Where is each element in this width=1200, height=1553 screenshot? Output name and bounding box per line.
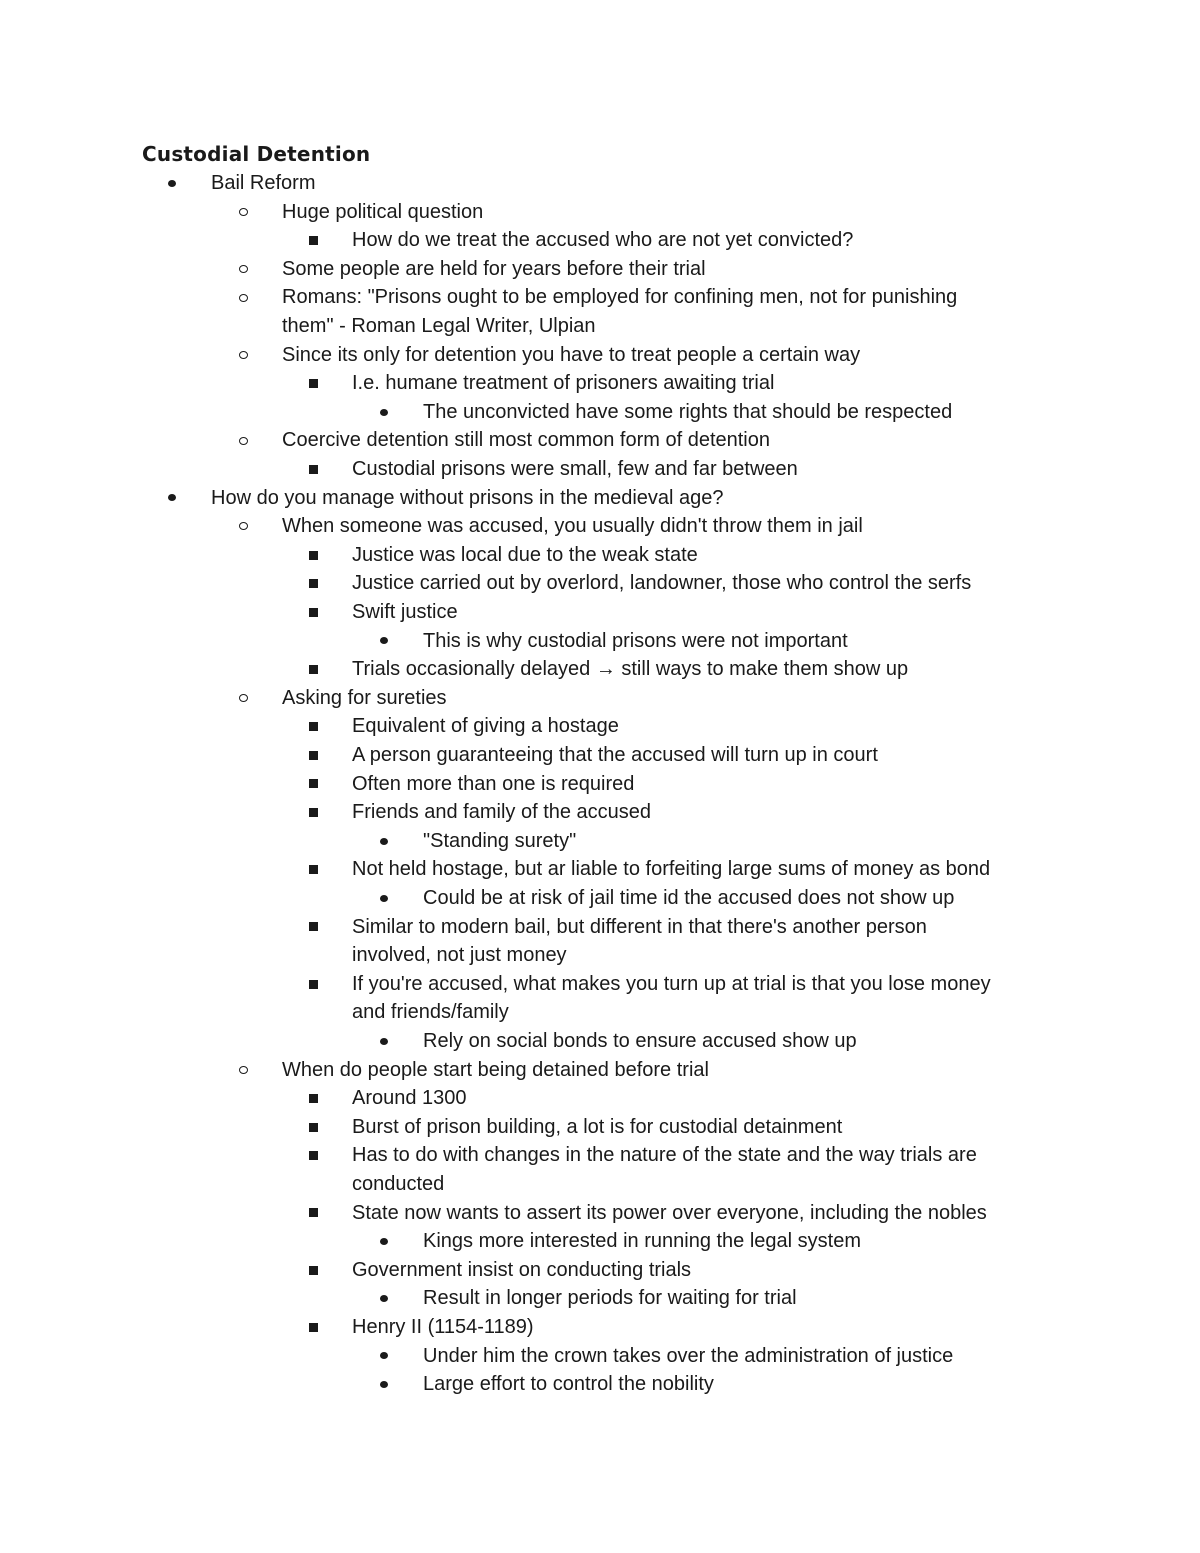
list-item-text: This is why custodial prisons were not important — [423, 629, 848, 652]
list-item-text: Trials occasionally delayed → still ways to make them show up — [352, 658, 909, 681]
disc-bullet-icon — [374, 884, 394, 913]
square-bullet-icon — [303, 1084, 323, 1113]
list-item-text: Burst of prison building, a lot is for custodial detainment — [352, 1115, 843, 1138]
list-item-text: I.e. humane treatment of prisoners awaiting trial — [352, 372, 775, 395]
list-item-text: Similar to modern bail, but different in that there's another person — [352, 915, 927, 938]
square-bullet-icon — [303, 1313, 323, 1342]
list-item-text: How do we treat the accused who are not yet convicted? — [352, 229, 854, 252]
list-item-text: involved, not just money — [352, 944, 567, 967]
square-bullet-icon — [303, 741, 323, 770]
list-item-text: When do people start being detained before trial — [282, 1058, 709, 1081]
list-item-text: conducted — [352, 1173, 445, 1195]
circle-bullet-icon — [233, 426, 253, 455]
list-item-text: Justice was local due to the weak state — [352, 543, 698, 566]
square-bullet-icon — [303, 712, 323, 741]
square-bullet-icon — [303, 655, 323, 684]
disc-bullet-icon — [374, 1284, 394, 1313]
list-item-text: "Standing surety" — [423, 829, 577, 852]
circle-bullet-icon — [233, 512, 253, 541]
disc-bullet-icon — [374, 1027, 394, 1056]
list-item-text: Friends and family of the accused — [352, 801, 652, 824]
square-bullet-icon — [303, 770, 323, 799]
square-bullet-icon — [303, 541, 323, 570]
list-item-text: Not held hostage, but ar liable to forfeiting large sums of money as bond — [352, 858, 991, 881]
list-item-text: Around 1300 — [352, 1087, 467, 1110]
circle-bullet-icon — [233, 283, 253, 312]
circle-bullet-icon — [233, 255, 253, 284]
square-bullet-icon — [303, 1141, 323, 1170]
disc-bullet-icon — [162, 169, 182, 198]
disc-bullet-icon — [374, 1227, 394, 1256]
disc-bullet-icon — [374, 827, 394, 856]
list-item-text: When someone was accused, you usually didn't throw them in jail — [282, 515, 863, 538]
list-item-text: Justice carried out by overlord, landowner, those who control the serfs — [352, 572, 972, 595]
square-bullet-icon — [303, 1199, 323, 1228]
list-item-text: If you're accused, what makes you turn up at trial is that you lose money — [352, 972, 991, 995]
disc-bullet-icon — [374, 1370, 394, 1399]
list-item-text: and friends/family — [352, 1001, 509, 1024]
disc-bullet-icon — [374, 627, 394, 656]
list-item-text: Henry II (1154-1189) — [352, 1316, 534, 1338]
square-bullet-icon — [303, 1256, 323, 1285]
square-bullet-icon — [303, 798, 323, 827]
circle-bullet-icon — [233, 1056, 253, 1085]
list-item-text: Bail Reform — [211, 172, 316, 194]
list-item-text: Some people are held for years before their trial — [282, 257, 706, 280]
square-bullet-icon — [303, 1113, 323, 1142]
square-bullet-icon — [303, 455, 323, 484]
list-item-text: Often more than one is required — [352, 772, 635, 795]
list-item-text: A person guaranteeing that the accused will turn up in court — [352, 744, 878, 766]
disc-bullet-icon — [374, 398, 394, 427]
square-bullet-icon — [303, 970, 323, 999]
list-item-text: Swift justice — [352, 601, 458, 623]
list-item-text: Kings more interested in running the legal system — [423, 1230, 862, 1253]
list-item-text: State now wants to assert its power over everyone, including the nobles — [352, 1201, 987, 1224]
circle-bullet-icon — [233, 341, 253, 370]
circle-bullet-icon — [233, 684, 253, 713]
list-item-text: Government insist on conducting trials — [352, 1258, 692, 1281]
list-item-text: Asking for sureties — [282, 686, 447, 709]
square-bullet-icon — [303, 569, 323, 598]
square-bullet-icon — [303, 855, 323, 884]
list-item-text: Result in longer periods for waiting for trial — [423, 1287, 797, 1310]
list-item-text: Custodial prisons were small, few and far between — [352, 458, 798, 480]
list-item-text: Rely on social bonds to ensure accused show up — [423, 1030, 857, 1052]
list-item-text: Large effort to control the nobility — [423, 1373, 714, 1396]
list-item-text: The unconvicted have some rights that should be respected — [423, 400, 953, 423]
square-bullet-icon — [303, 226, 323, 255]
disc-bullet-icon — [162, 484, 182, 513]
list-item-text: Since its only for detention you have to treat people a certain way — [282, 343, 861, 366]
list-item-text: them" - Roman Legal Writer, Ulpian — [282, 315, 596, 337]
list-item-text: Romans: "Prisons ought to be employed for confining men, not for punishing — [282, 286, 958, 309]
list-item-text: Could be at risk of jail time id the accused does not show up — [423, 887, 955, 909]
document-title: Custodial Detention — [142, 142, 371, 166]
list-item-text: Equivalent of giving a hostage — [352, 715, 619, 738]
square-bullet-icon — [303, 913, 323, 942]
list-item-text: Coercive detention still most common form of detention — [282, 429, 770, 452]
circle-bullet-icon — [233, 198, 253, 227]
list-item-text: Huge political question — [282, 200, 484, 223]
disc-bullet-icon — [374, 1342, 394, 1371]
list-item-text: Under him the crown takes over the administration of justice — [423, 1344, 954, 1367]
square-bullet-icon — [303, 369, 323, 398]
list-item-text: Has to do with changes in the nature of the state and the way trials are — [352, 1144, 977, 1167]
list-item-text: How do you manage without prisons in the medieval age? — [211, 486, 724, 509]
square-bullet-icon — [303, 598, 323, 627]
